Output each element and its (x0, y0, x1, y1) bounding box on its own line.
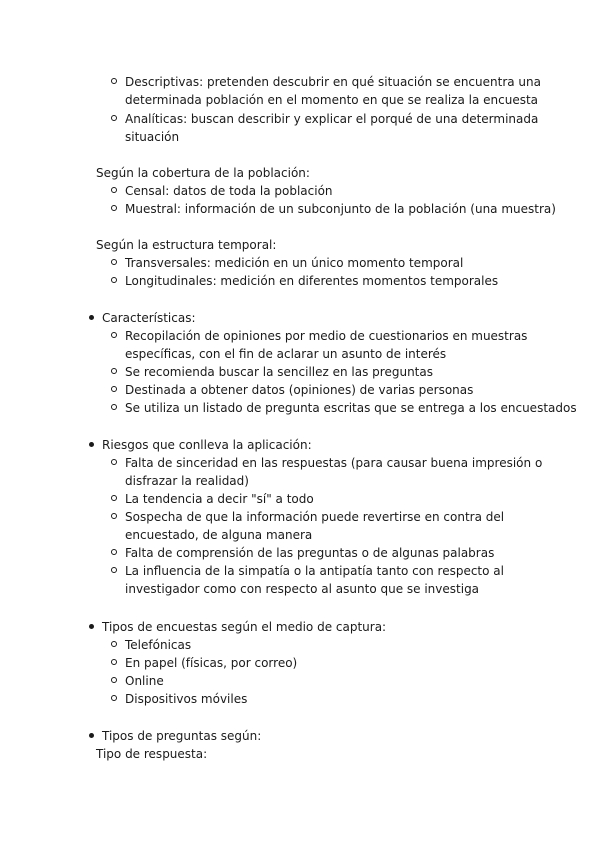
sub-bullet-icon (111, 78, 117, 84)
list-item-text: específicas, con el fin de aclarar un asunto de interés (125, 347, 447, 361)
list-item-text: Dispositivos móviles (125, 692, 248, 706)
list-item-text: Transversales: medición en un único momento temporal (125, 256, 464, 270)
sub-bullet-icon (111, 513, 117, 519)
list-item-text: Falta de sinceridad en las respuestas (para causar buena impresión o (125, 456, 543, 470)
list-item-text: determinada población en el momento en que se realiza la encuesta (125, 93, 539, 107)
list-item-text: disfrazar la realidad) (125, 474, 249, 488)
list-item-text: Longitudinales: medición en diferentes momentos temporales (125, 274, 499, 288)
section-heading: Tipos de preguntas según: (102, 729, 262, 743)
sub-bullet-icon (111, 677, 117, 683)
sub-bullet-icon (111, 205, 117, 211)
sub-bullet-icon (111, 115, 117, 121)
sub-bullet-icon (111, 549, 117, 555)
list-item-text: Se recomienda buscar la sencillez en las preguntas (125, 365, 433, 379)
list-item-text: situación (125, 130, 180, 144)
bullet-icon (89, 315, 94, 320)
sub-bullet-icon (111, 404, 117, 410)
bullet-icon (89, 442, 94, 447)
sub-bullet-icon (111, 641, 117, 647)
list-item-text: investigador como con respecto al asunto que se investiga (125, 582, 480, 596)
sub-bullet-icon (111, 332, 117, 338)
sub-bullet-icon (111, 659, 117, 665)
sub-bullet-icon (111, 567, 117, 573)
list-item-text: Recopilación de opiniones por medio de cuestionarios en muestras (125, 329, 528, 343)
list-item-text: La influencia de la simpatía o la antipatía tanto con respecto al (125, 564, 504, 578)
section-subheading: Según la cobertura de la población: (96, 166, 310, 180)
list-item-text: Analíticas: buscan describir y explicar el porqué de una determinada (125, 112, 539, 126)
list-item-text: Se utiliza un listado de pregunta escritas que se entrega a los encuestados (125, 401, 577, 415)
sub-bullet-icon (111, 695, 117, 701)
sub-bullet-icon (111, 277, 117, 283)
list-item-text: Falta de comprensión de las preguntas o de algunas palabras (125, 546, 495, 560)
sub-bullet-icon (111, 459, 117, 465)
sub-bullet-icon (111, 259, 117, 265)
list-item-text: Destinada a obtener datos (opiniones) de varias personas (125, 383, 474, 397)
list-item-text: Censal: datos de toda la población (125, 184, 333, 198)
section-heading: Tipos de encuestas según el medio de captura: (102, 620, 387, 634)
list-item-text: La tendencia a decir "sí" a todo (125, 492, 314, 506)
list-item-text: encuestado, de alguna manera (125, 528, 313, 542)
sub-bullet-icon (111, 187, 117, 193)
list-item-text: En papel (físicas, por correo) (125, 656, 298, 670)
list-item-text: Sospecha de que la información puede revertirse en contra del (125, 510, 505, 524)
sub-bullet-icon (111, 386, 117, 392)
section-heading: Características: (102, 311, 196, 325)
list-item-text: Muestral: información de un subconjunto de la población (una muestra) (125, 202, 556, 216)
list-item-text: Telefónicas (125, 638, 192, 652)
section-heading: Riesgos que conlleva la aplicación: (102, 438, 312, 452)
list-item-text: Online (125, 674, 164, 688)
section-subheading: Tipo de respuesta: (96, 747, 208, 761)
bullet-icon (89, 733, 94, 738)
section-subheading: Según la estructura temporal: (96, 238, 277, 252)
sub-bullet-icon (111, 495, 117, 501)
bullet-icon (89, 624, 94, 629)
sub-bullet-icon (111, 368, 117, 374)
list-item-text: Descriptivas: pretenden descubrir en qué situación se encuentra una (125, 75, 541, 89)
